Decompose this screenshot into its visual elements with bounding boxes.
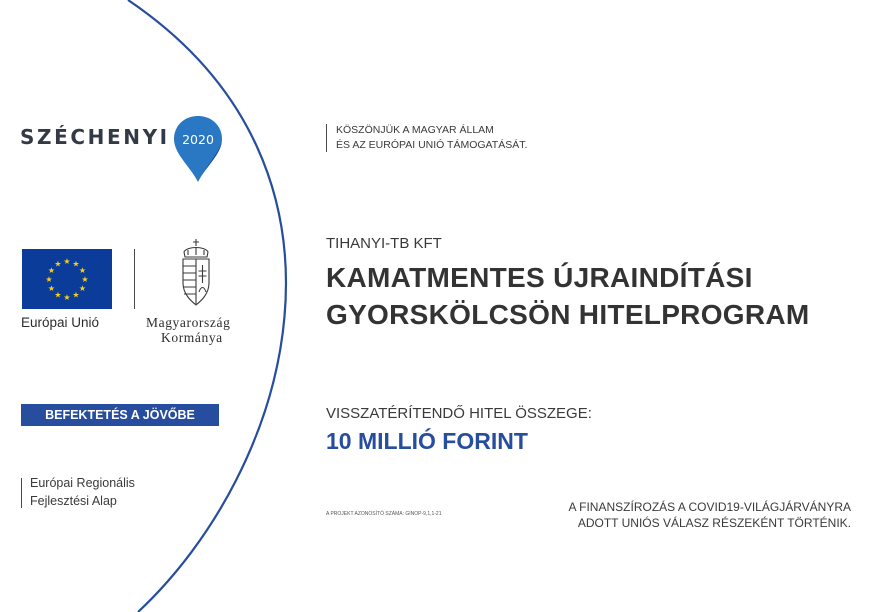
financing-note-line2: ADOTT UNIÓS VÁLASZ RÉSZEKÉNT TÖRTÉNIK. — [577, 516, 851, 530]
government-label-line1: Magyarország — [146, 315, 231, 330]
svg-text:★: ★ — [72, 290, 80, 300]
financing-note-line1: A FINANSZÍROZÁS A COVID19-VILÁGJÁRVÁNYRA — [568, 500, 851, 514]
svg-text:★: ★ — [78, 266, 87, 275]
svg-text:★: ★ — [63, 293, 71, 302]
investment-badge: BEFEKTETÉS A JÖVŐBE — [21, 404, 219, 426]
svg-text:★: ★ — [63, 257, 71, 266]
svg-text:★: ★ — [45, 275, 53, 284]
szechenyi-wordmark: SZÉCHENYI — [20, 125, 170, 149]
thanks-line2: ÉS AZ EURÓPAI UNIÓ TÁMOGATÁSÁT. — [336, 139, 528, 151]
svg-text:★: ★ — [47, 284, 56, 293]
svg-text:★: ★ — [72, 259, 80, 269]
fund-name-line1: Európai Regionális — [30, 476, 135, 490]
szechenyi-year: 2020 — [182, 132, 214, 147]
project-id: A PROJEKT AZONOSÍTÓ SZÁMA: GINOP-9,1,1-21 — [326, 511, 442, 517]
logo-divider — [134, 249, 135, 309]
svg-text:★: ★ — [47, 266, 56, 275]
svg-text:★: ★ — [54, 259, 62, 269]
fund-name-line2: Fejlesztési Alap — [30, 494, 117, 508]
loan-amount-value: 10 MILLIÓ FORINT — [326, 428, 528, 454]
loan-amount-label: VISSZATÉRÍTENDŐ HITEL ÖSSZEGE: — [326, 405, 592, 422]
fund-divider — [21, 478, 22, 508]
eu-label: Európai Unió — [21, 315, 100, 330]
programme-title-line1: KAMATMENTES ÚJRAINDÍTÁSI — [326, 262, 753, 293]
thanks-line1: KÖSZÖNJÜK A MAGYAR ÁLLAM — [336, 124, 494, 136]
government-label-line2: Kormánya — [161, 330, 223, 345]
szechenyi-2020-pin-icon — [172, 114, 224, 184]
eu-flag-icon — [22, 249, 112, 309]
svg-text:★: ★ — [78, 284, 87, 293]
thanks-divider — [326, 124, 327, 152]
svg-text:★: ★ — [54, 290, 62, 300]
beneficiary-name: TIHANYI-TB KFT — [326, 235, 442, 252]
programme-title-line2: GYORSKÖLCSÖN HITELPROGRAM — [326, 299, 810, 330]
svg-text:★: ★ — [81, 275, 89, 284]
hungarian-coat-of-arms-icon — [179, 238, 213, 308]
